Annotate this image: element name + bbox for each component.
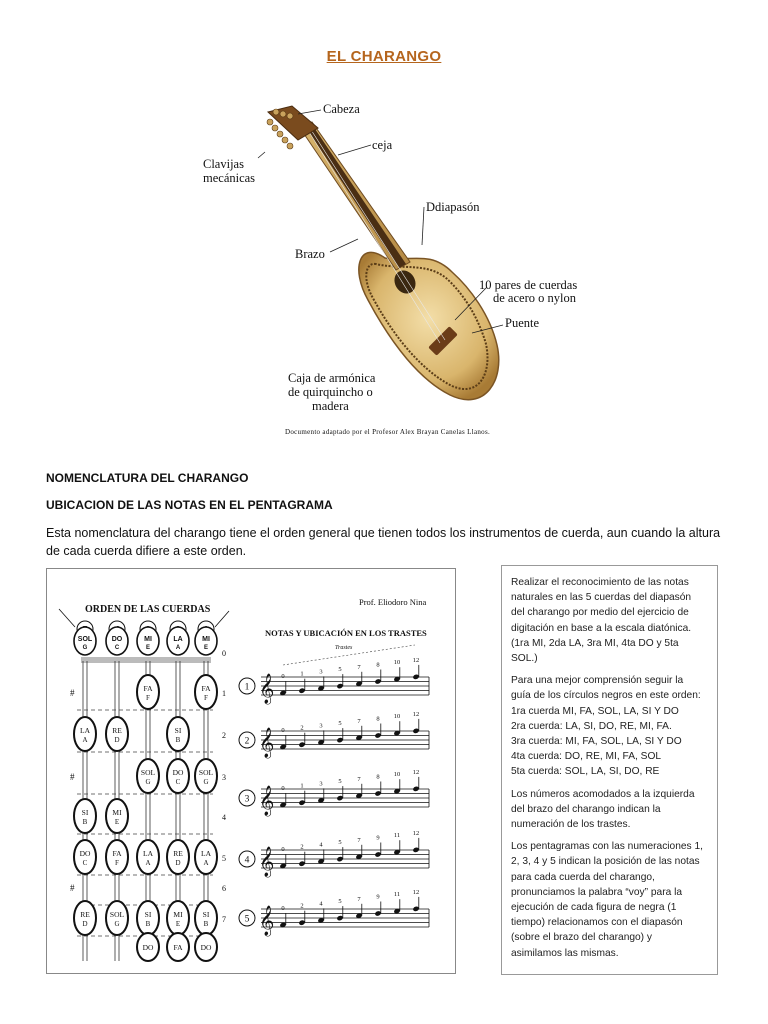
explanation-p3: [511, 787, 708, 833]
fret-note-name: DO: [172, 768, 184, 777]
staff-number: 3: [244, 794, 250, 805]
staff-number: 1: [244, 682, 250, 693]
fret-note-letter: D: [175, 859, 181, 867]
charango-body: [359, 252, 499, 399]
treble-clef-icon: 𝄞: [259, 674, 275, 703]
fretboard: [59, 609, 229, 961]
staff-fret-number: 5: [338, 839, 342, 847]
fret-note-letter: B: [82, 818, 88, 826]
staff-fret-number: 8: [376, 773, 380, 781]
fret-note-letter: F: [204, 694, 208, 702]
staff-fret-number: 0: [281, 673, 285, 680]
staff-fret-number: 12: [412, 829, 420, 837]
extra-note-name: DO: [200, 943, 212, 952]
treble-clef-icon: 𝄞: [259, 906, 275, 935]
staff-fret-number: 12: [412, 888, 420, 896]
staves-title: NOTAS Y UBICACIÓN EN LOS TRASTES: [265, 628, 427, 638]
text-line: del charango por medio del ejercicio de: [511, 607, 689, 619]
text-line: pronunciamos la palabra “voy” para la: [511, 886, 683, 898]
staff-fret-number: 8: [376, 661, 380, 669]
staff-fret-number: 1: [300, 670, 304, 678]
strings-diagram-svg: [47, 569, 455, 973]
staff-fret-number: 3: [319, 668, 323, 676]
staff-fret-number: 12: [412, 656, 420, 664]
staff-fret-number: 8: [376, 715, 380, 723]
fret-note-name: LA: [80, 726, 90, 735]
staff-number: 4: [244, 855, 250, 866]
fret-note-name: SI: [202, 910, 210, 919]
fret-note-name: SOL: [140, 768, 156, 777]
fret-number: 6: [222, 884, 226, 893]
text-line: guía de los círculos negros en este orden:: [511, 690, 701, 702]
label-ceja: ceja: [372, 138, 393, 152]
fret-number: 2: [222, 731, 226, 740]
fret-note-name: SI: [81, 808, 89, 817]
text-line: ejecución de cada figura de negra (1: [511, 902, 677, 914]
fret-number: 1: [222, 689, 226, 698]
explanation-box: [501, 565, 718, 975]
fret-note-letter: G: [203, 778, 209, 786]
fret-note-letter: G: [114, 920, 120, 928]
text-line: numeración de los trastes.: [511, 819, 631, 831]
open-note-letter: A: [175, 645, 181, 651]
fret-note-name: RE: [173, 849, 183, 858]
text-line: (sobre el brazo del charango) y: [511, 932, 653, 944]
explanation-p2: [511, 673, 708, 779]
staff-fret-number: 11: [393, 891, 401, 899]
sharp-mark: #: [70, 883, 75, 893]
text-line: 3ra cuerda: MI, FA, SOL, LA, SI Y DO: [511, 736, 682, 748]
staff-fret-number: 7: [357, 717, 361, 725]
label-caja-2: de quirquincho o: [288, 385, 373, 399]
fret-note-name: LA: [143, 849, 153, 858]
sharp-mark: #: [70, 772, 75, 782]
open-note-name: MI: [144, 636, 152, 643]
fret-note-name: RE: [112, 726, 122, 735]
fret-note-name: SOL: [109, 910, 125, 919]
fret-note-letter: G: [145, 778, 151, 786]
text-line: del brazo del charango indican la: [511, 803, 661, 815]
fret-note-name: MI: [112, 808, 122, 817]
text-line: Para una mejor comprensión seguir la: [511, 675, 684, 687]
open-note-letter: E: [145, 645, 151, 651]
explanation-p4: [511, 839, 708, 961]
label-caja-3: madera: [312, 399, 349, 413]
staff-fret-number: 10: [393, 771, 401, 779]
fret-note-name: SI: [174, 726, 182, 735]
staff-fret-number: 5: [338, 778, 342, 786]
label-puente: Puente: [505, 316, 540, 330]
explanation-p1: [511, 575, 708, 666]
label-diapason: Ddiapasón: [426, 200, 480, 214]
fret-number: 5: [222, 854, 226, 863]
fret-note-letter: A: [82, 736, 88, 744]
open-note-letter: E: [203, 645, 209, 651]
open-note-name: MI: [202, 636, 210, 643]
page-title: EL CHARANGO: [326, 48, 442, 65]
strings-diagram: [46, 568, 456, 974]
treble-clef-icon: 𝄞: [259, 728, 275, 757]
fret-number: 0: [222, 649, 226, 658]
text-line: 2, 3, 4 y 5 indican la posición de las notas: [511, 856, 700, 868]
sharp-mark: #: [70, 688, 75, 698]
extra-note-name: FA: [173, 943, 183, 952]
fret-note-letter: C: [175, 778, 181, 786]
fret-note-letter: F: [115, 859, 119, 867]
fret-note-name: FA: [143, 684, 153, 693]
staff-fret-number: 0: [281, 846, 285, 853]
open-note-name: SOL: [77, 636, 93, 643]
open-note-name: DO: [111, 636, 123, 643]
staff-fret-number: 0: [281, 905, 285, 912]
fret-note-letter: B: [145, 920, 151, 928]
label-cuerdas-2: de acero o nylon: [493, 291, 576, 305]
staff-fret-number: 7: [357, 663, 361, 671]
fret-note-name: DO: [79, 849, 91, 858]
fret-note-letter: D: [114, 736, 120, 744]
staff-fret-number: 11: [393, 832, 401, 840]
staff-fret-number: 12: [412, 768, 420, 776]
text-line: Realizar el reconocimiento de las notas: [511, 577, 689, 588]
text-line: 5ta cuerda: SOL, LA, SI, DO, RE: [511, 766, 660, 778]
staff-number: 2: [244, 736, 250, 747]
extra-note-name: DO: [142, 943, 154, 952]
heading-ubicacion: UBICACION DE LAS NOTAS EN EL PENTAGRAMA: [46, 498, 333, 512]
staff-fret-number: 9: [376, 893, 380, 901]
text-line: Los números acomodados a la izquierda: [511, 788, 695, 800]
staff-fret-number: 5: [338, 666, 342, 674]
text-line: asimilamos las mismas.: [511, 947, 619, 959]
intro-paragraph: Esta nomenclatura del charango tiene el orden general que tienen todos los instrumentos de cuerda, aun cuando la altura de cada cuerda difiere a este orden.: [46, 526, 721, 558]
strings-title: ORDEN DE LAS CUERDAS: [85, 604, 211, 615]
fret-note-name: LA: [201, 849, 211, 858]
text-line: (1ra MI, 2da LA, 3ra MI, 4ta DO y 5ta SOL.): [511, 637, 679, 665]
staff-fret-number: 0: [281, 785, 285, 792]
label-clavijas-2: mecánicas: [203, 171, 256, 185]
fret-note-letter: F: [146, 694, 150, 702]
staff-fret-number: 7: [357, 775, 361, 783]
staff-fret-number: 5: [338, 720, 342, 728]
fret-note-letter: D: [82, 920, 88, 928]
fret-note-name: FA: [112, 849, 122, 858]
fret-note-name: SOL: [198, 768, 214, 777]
staff-fret-number: 5: [338, 898, 342, 906]
staff-fret-number: 2: [300, 724, 304, 732]
staff-fret-number: 9: [376, 834, 380, 842]
fret-note-name: SI: [144, 910, 152, 919]
fret-number: 7: [222, 915, 226, 924]
text-line: 4ta cuerda: DO, RE, MI, FA, SOL: [511, 751, 662, 763]
staff-fret-number: 0: [281, 727, 285, 734]
fret-note-letter: E: [114, 818, 120, 826]
staff-fret-number: 12: [412, 710, 420, 718]
staff-fret-number: 3: [319, 722, 323, 730]
staff-fret-number: 10: [393, 713, 401, 721]
heading-nomenclatura: NOMENCLATURA DEL CHARANGO: [46, 471, 249, 485]
trastes-label: Trastes: [335, 645, 353, 651]
label-brazo: Brazo: [295, 247, 325, 261]
text-line: 2ra cuerda: LA, SI, DO, RE, MI, FA.: [511, 720, 672, 732]
text-line: para cada cuerda del charango,: [511, 871, 655, 883]
text-line: 1ra cuerda MI, FA, SOL, LA, SI Y DO: [511, 705, 679, 717]
label-cabeza: Cabeza: [323, 102, 360, 116]
fret-note-letter: A: [145, 859, 151, 867]
staves: [239, 645, 429, 937]
text-line: Los pentagramas con las numeraciones 1,: [511, 841, 703, 853]
staff-fret-number: 10: [393, 659, 401, 667]
charango-figure: [0, 0, 768, 450]
fret-note-name: MI: [173, 910, 183, 919]
open-note-name: LA: [173, 636, 183, 643]
figure-credit: Documento adaptado por el Profesor Alex Brayan Canelas Llanos.: [285, 428, 491, 436]
label-clavijas-1: Clavijas: [203, 157, 244, 171]
treble-clef-icon: 𝄞: [259, 786, 275, 815]
fret-note-name: FA: [201, 684, 211, 693]
text-line: naturales en las 5 cuerdas del diapasón: [511, 592, 692, 604]
staff-fret-number: 2: [300, 902, 304, 910]
label-caja-1: Caja de armónica: [288, 371, 376, 385]
fret-note-letter: B: [175, 736, 181, 744]
fret-number: 3: [222, 773, 226, 782]
staff-fret-number: 7: [357, 836, 361, 844]
fret-note-name: RE: [80, 910, 90, 919]
text-line: digitación en base a la escala diatónica.: [511, 622, 692, 634]
staff-fret-number: 7: [357, 895, 361, 903]
fret-note-letter: A: [203, 859, 209, 867]
open-note-letter: G: [82, 645, 88, 651]
fret-number: 4: [222, 813, 226, 822]
staff-fret-number: 4: [319, 841, 323, 849]
text-line: tiempo) relacionamos con el diapasón: [511, 917, 683, 929]
label-cuerdas-1: 10 pares de cuerdas: [479, 278, 578, 292]
staff-fret-number: 3: [319, 780, 323, 788]
fret-note-letter: E: [175, 920, 181, 928]
staff-fret-number: 4: [319, 900, 323, 908]
staff-fret-number: 1: [300, 782, 304, 790]
fret-note-letter: C: [82, 859, 88, 867]
treble-clef-icon: 𝄞: [259, 847, 275, 876]
diagram-author: Prof. Eliodoro Nina: [359, 597, 427, 607]
staff-number: 5: [244, 914, 250, 925]
staff-fret-number: 2: [300, 843, 304, 851]
open-note-letter: C: [114, 645, 120, 651]
fret-note-letter: B: [203, 920, 209, 928]
